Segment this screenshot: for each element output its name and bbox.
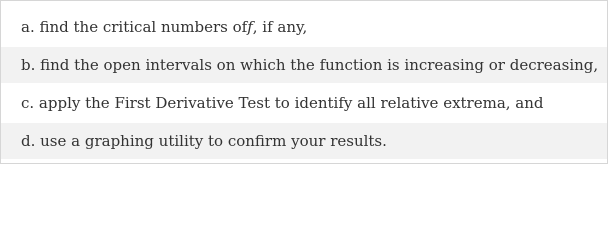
item-d-text: d. use a graphing utility to confirm your results.: [21, 132, 387, 150]
list-item: [1, 47, 607, 83]
list-item: [1, 123, 607, 159]
function-variable: f: [247, 18, 253, 36]
list-item: [1, 85, 607, 121]
item-b-text: b. find the open intervals on which the function is increasing or decreasing,: [21, 56, 599, 74]
item-a-text-start: a. find the critical numbers of: [21, 18, 248, 36]
item-c-text: c. apply the First Derivative Test to identify all relative extrema, and: [21, 94, 544, 112]
item-a-text-end: , if any,: [252, 18, 308, 36]
list-item: [1, 9, 607, 45]
